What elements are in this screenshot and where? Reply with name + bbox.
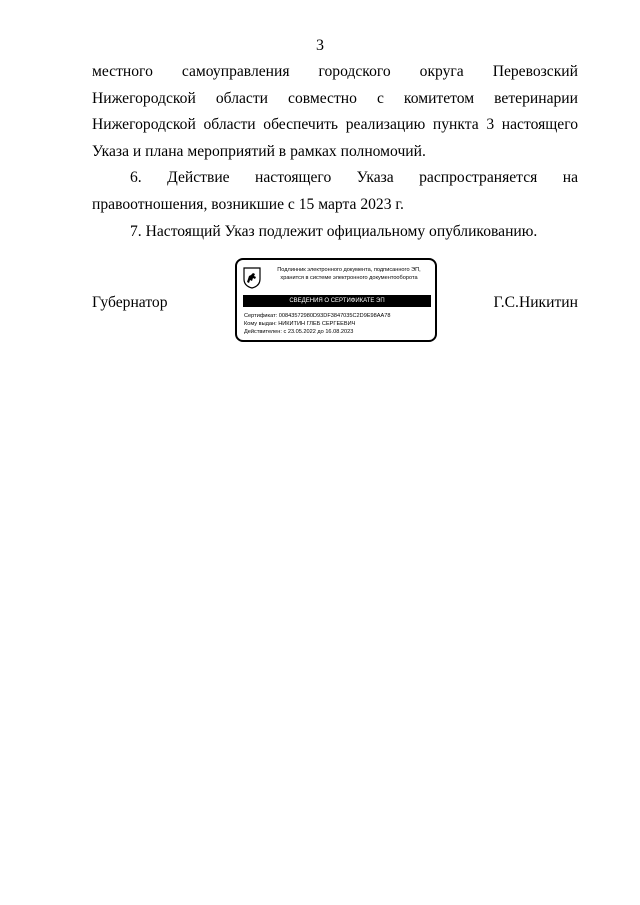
- stamp-banner: СВЕДЕНИЯ О СЕРТИФИКАТЕ ЭП: [243, 295, 431, 307]
- signature-block: [92, 258, 578, 348]
- issued-to-value: НИКИТИН ГЛЕБ СЕРГЕЕВИЧ: [278, 321, 356, 327]
- certificate-value: 00843572980D93DF3847035C2D9E98AA78: [278, 313, 391, 319]
- paragraph-5-continuation: местного самоуправления городского округа Перевозский Нижегородской области совместно с комитетом ветеринарии Нижегородской области обеспечить реализацию пункта 3 настоящего Указа и плана мероприятий в рамках полномочий.: [92, 63, 578, 160]
- page-number: 3: [316, 37, 324, 54]
- paragraph-6: 6. Действие настоящего Указа распространяется на правоотношения, возникшие с 15 марта 2023 г.: [92, 169, 578, 213]
- certificate-details: [244, 312, 432, 336]
- validity-row: [244, 328, 432, 336]
- paragraph-7: 7. Настоящий Указ подлежит официальному опубликованию.: [130, 222, 538, 240]
- issued-to-row: [244, 320, 432, 328]
- signer-title: Губернатор: [92, 294, 168, 311]
- issued-to-label: Кому выдан:: [244, 321, 277, 327]
- certificate-row: [244, 312, 432, 320]
- validity-value: с 23.05.2022 до 16.08.2023: [283, 329, 354, 335]
- stamp-notice: Подлинник электронного документа, подписанного ЭП, хранится в системе электронного документооборота: [277, 267, 421, 281]
- validity-label: Действителен:: [244, 329, 282, 335]
- coat-of-arms-icon: [243, 267, 261, 289]
- certificate-label: Сертификат:: [244, 313, 278, 319]
- document-body: [92, 59, 578, 245]
- signer-name: Г.С.Никитин: [493, 294, 578, 311]
- electronic-signature-stamp: [235, 258, 437, 342]
